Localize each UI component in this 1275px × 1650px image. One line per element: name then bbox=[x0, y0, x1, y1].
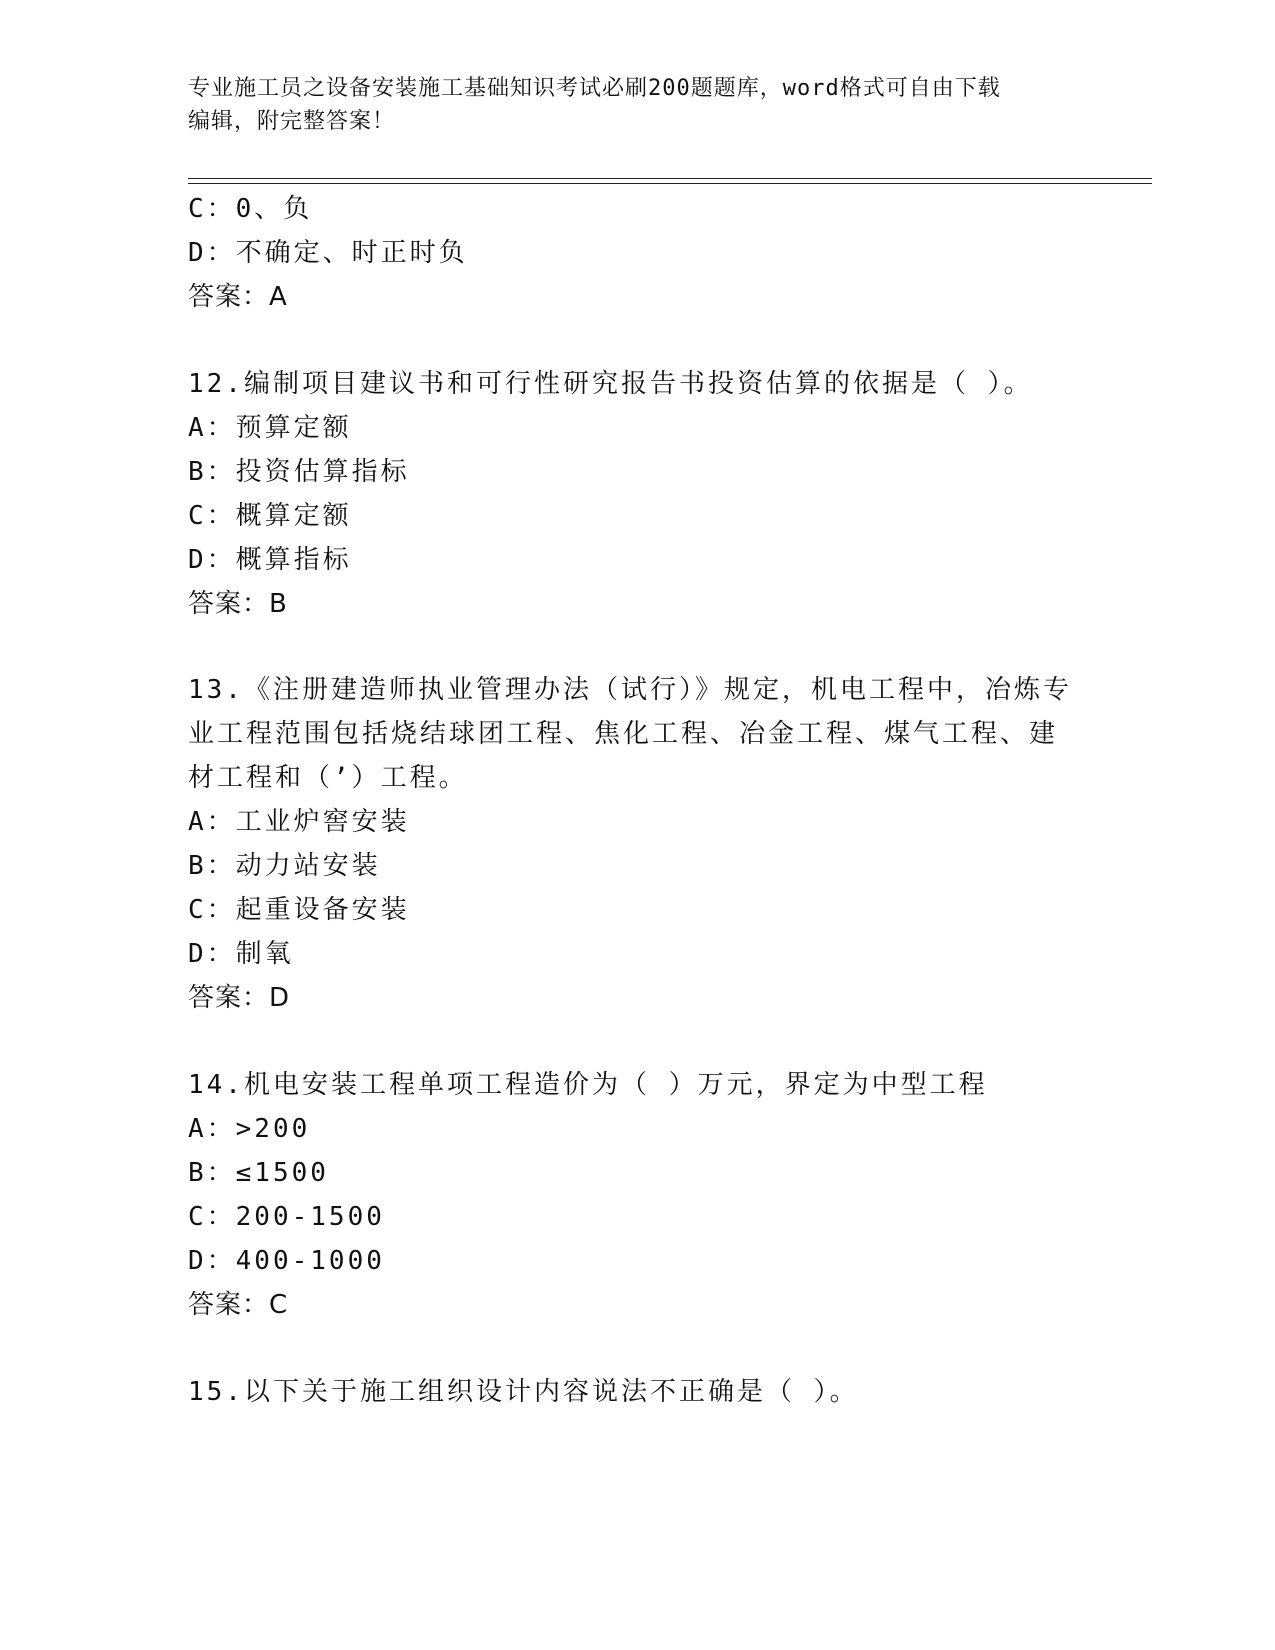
q12-option-a: A：预算定额 bbox=[188, 413, 352, 443]
q13-option-a: A：工业炉窖安装 bbox=[188, 807, 410, 837]
q12-option-d: D：概算指标 bbox=[188, 545, 352, 575]
q14-answer: 答案：C bbox=[188, 1290, 289, 1320]
q13-option-d: D：制氧 bbox=[188, 939, 294, 969]
q15-question: 15.以下关于施工组织设计内容说法不正确是（ ）。 bbox=[188, 1377, 859, 1407]
q12-answer: 答案：B bbox=[188, 589, 288, 619]
header-title-line-2: 编辑，附完整答案！ bbox=[188, 109, 396, 134]
q13-answer: 答案：D bbox=[188, 983, 291, 1013]
q13-option-c: C：起重设备安装 bbox=[188, 895, 410, 925]
q14-question: 14.机电安装工程单项工程造价为（ ）万元，界定为中型工程 bbox=[188, 1070, 988, 1100]
document-header bbox=[188, 72, 1068, 138]
header-rule-top bbox=[188, 178, 1152, 179]
q12-option-b: B：投资估算指标 bbox=[188, 457, 410, 487]
q14-option-d: D：400-1000 bbox=[188, 1246, 385, 1276]
header-rule-bottom bbox=[188, 183, 1152, 184]
q14-option-c: C：200-1500 bbox=[188, 1202, 385, 1232]
q13-question-line-2: 业工程范围包括烧结球团工程、焦化工程、冶金工程、煤气工程、建 bbox=[188, 719, 1059, 749]
q13-question-line-1: 13.《注册建造师执业管理办法（试行）》规定，机电工程中，冶炼专 bbox=[188, 675, 1072, 705]
q13-option-b: B：动力站安装 bbox=[188, 851, 381, 881]
q12-question: 12.编制项目建议书和可行性研究报告书投资估算的依据是（ ）。 bbox=[188, 369, 1033, 399]
q14-option-b: B：≤1500 bbox=[188, 1158, 329, 1188]
header-title-line-1: 专业施工员之设备安装施工基础知识考试必刷200题题库，word格式可自由下载 bbox=[188, 76, 1001, 101]
q11-option-d: D：不确定、时正时负 bbox=[188, 238, 468, 268]
q13-question-line-3: 材工程和（’）工程。 bbox=[188, 763, 468, 793]
q12-option-c: C：概算定额 bbox=[188, 501, 352, 531]
q11-answer: 答案：A bbox=[188, 282, 288, 312]
q11-option-c: C：0、负 bbox=[188, 194, 313, 224]
q14-option-a: A：>200 bbox=[188, 1114, 311, 1144]
